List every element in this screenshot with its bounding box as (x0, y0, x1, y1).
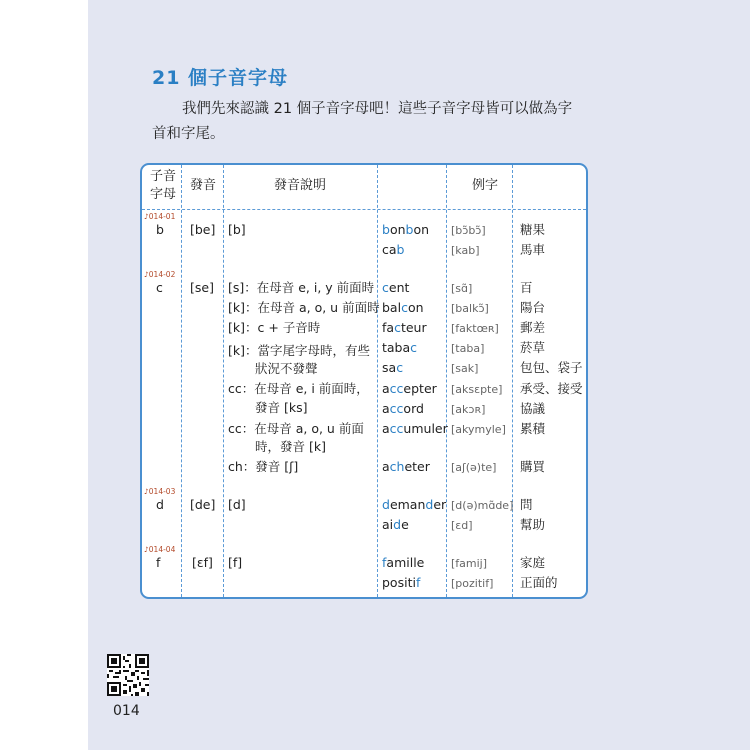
example-ipa: [akymyle] (451, 423, 506, 436)
letter-d: d (156, 497, 164, 512)
letter-b: b (156, 222, 164, 237)
example-word: demander (382, 497, 447, 512)
audio-track-label[interactable]: ♪014-02 (144, 270, 176, 279)
header-divider (142, 209, 586, 210)
example-ipa: [taba] (451, 342, 485, 355)
header-consonant-line2: 字母 (150, 187, 177, 202)
example-meaning: 家庭 (520, 555, 546, 570)
example-ipa: [d(ə)mɑ̃de] (451, 499, 514, 512)
explanation-c-2: [k]：在母音 a, o, u 前面時 (228, 300, 380, 315)
example-meaning: 協議 (520, 401, 546, 416)
example-word: acheter (382, 459, 430, 474)
example-meaning: 承受、接受 (520, 381, 583, 396)
example-word: cab (382, 242, 405, 257)
page-number: 014 (113, 703, 140, 719)
explanation-c-4: [k]：當字尾字母時，有些 (228, 343, 370, 358)
audio-track-label[interactable]: ♪014-04 (144, 545, 176, 554)
example-meaning: 菸草 (520, 340, 546, 355)
example-word: accumuler (382, 421, 448, 436)
column-divider (377, 165, 378, 597)
example-ipa: [faktœʀ] (451, 322, 499, 335)
example-ipa: [akɔʀ] (451, 403, 486, 416)
example-word: cent (382, 280, 410, 295)
explanation-c-1: [s]：在母音 e, i, y 前面時 (228, 280, 375, 295)
column-divider (446, 165, 447, 597)
example-meaning: 陽台 (520, 300, 546, 315)
consonant-table (140, 163, 588, 599)
explanation-c-6: cc：在母音 a, o, u 前面 (228, 421, 364, 436)
example-word: tabac (382, 340, 418, 355)
explanation-d-1: [d] (228, 497, 246, 512)
example-meaning: 馬車 (520, 242, 546, 257)
example-word: facteur (382, 320, 427, 335)
explanation-f-1: [f] (228, 555, 243, 570)
example-word: sac (382, 360, 404, 375)
example-word: aide (382, 517, 409, 532)
example-meaning: 購買 (520, 459, 546, 474)
example-ipa: [famij] (451, 557, 488, 570)
sound-c: [se] (190, 280, 214, 295)
column-divider (181, 165, 182, 597)
audio-track-label[interactable]: ♪014-01 (144, 212, 176, 221)
example-meaning: 累積 (520, 421, 546, 436)
header-sound: 發音 (190, 178, 217, 193)
audio-track-label[interactable]: ♪014-03 (144, 487, 176, 496)
qr-code-icon[interactable] (107, 654, 149, 696)
explanation-c-5: cc：在母音 e, i 前面時， (228, 381, 369, 396)
example-ipa: [pozitif] (451, 577, 494, 590)
sound-b: [be] (190, 222, 216, 237)
column-divider (512, 165, 513, 597)
example-ipa: [sɑ̃] (451, 282, 473, 295)
explanation-c-4-cont: 狀況不發聲 (255, 361, 318, 376)
example-ipa: [sak] (451, 362, 479, 375)
intro-paragraph: 我們先來認識 21 個子音字母吧！這些子音字母皆可以做為字首和字尾。 (152, 101, 573, 142)
column-divider (223, 165, 224, 597)
letter-c: c (156, 280, 163, 295)
example-ipa: [ɛd] (451, 519, 473, 532)
example-ipa: [kab] (451, 244, 480, 257)
example-word: balcon (382, 300, 424, 315)
example-word: accepter (382, 381, 437, 396)
example-ipa: [aʃ(ə)te] (451, 461, 497, 474)
example-ipa: [bɔ̃bɔ̃] (451, 224, 486, 237)
letter-f: f (156, 555, 161, 570)
example-meaning: 幫助 (520, 517, 546, 532)
explanation-c-5-cont: 發音 [ks] (255, 400, 308, 415)
example-meaning: 郵差 (520, 320, 546, 335)
example-word: bonbon (382, 222, 430, 237)
header-explanation: 發音說明 (274, 178, 327, 193)
explanation-b-1: [b] (228, 222, 246, 237)
header-consonant-line1: 子音 (150, 169, 177, 184)
section-title: 21 個子音字母 (152, 67, 289, 89)
example-word: accord (382, 401, 424, 416)
example-meaning: 百 (520, 280, 533, 295)
sound-f: [ɛf] (192, 555, 213, 570)
example-ipa: [balkɔ̃] (451, 302, 489, 315)
example-word: positif (382, 575, 421, 590)
example-ipa: [aksɛpte] (451, 383, 503, 396)
example-meaning: 問 (520, 497, 533, 512)
explanation-c-6-cont: 時，發音 [k] (255, 439, 326, 454)
explanation-c-3: [k]：c + 子音時 (228, 320, 321, 335)
explanation-c-7: ch：發音 [ʃ] (228, 459, 299, 474)
example-word: famille (382, 555, 425, 570)
sound-d: [de] (190, 497, 216, 512)
example-meaning: 糖果 (520, 222, 546, 237)
example-meaning: 包包、袋子 (520, 360, 583, 375)
header-examples: 例字 (472, 178, 499, 193)
example-meaning: 正面的 (520, 575, 558, 590)
